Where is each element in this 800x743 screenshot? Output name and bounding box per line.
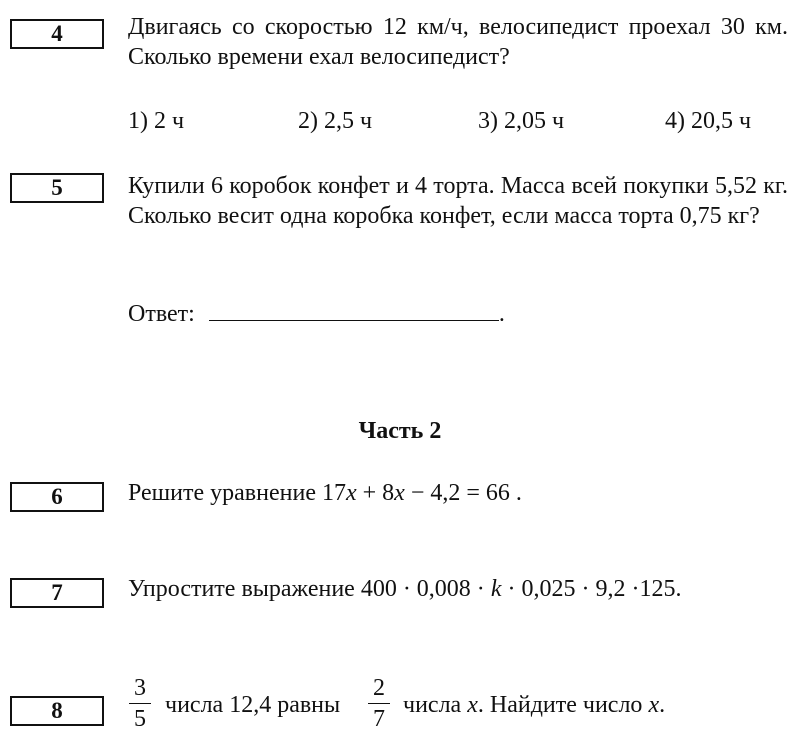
fraction-bar: [368, 703, 390, 704]
task-7-prefix: Упростите выражение 400 · 0,008 ·: [128, 576, 491, 602]
task-5-text: Купили 6 коробок конфет и 4 торта. Масса всей покупки 5,52 кг. Сколько весит одна коробка конфет, если масса торта 0,75 кг?: [128, 173, 788, 229]
coef-2: 8: [382, 480, 395, 506]
fraction-2-7: [368, 675, 390, 732]
task-7-text: [128, 576, 681, 603]
variable-x: x: [345, 480, 357, 506]
task-8-end: [403, 692, 665, 719]
task-8-end-prefix: числа: [403, 692, 468, 718]
task-8-end-mid: . Найдите число: [477, 692, 649, 718]
operator-plus: +: [356, 480, 383, 506]
option-2[interactable]: 2) 2,5 ч: [298, 108, 373, 134]
task-number-box-7: [10, 578, 104, 608]
task-number: 8: [51, 698, 63, 723]
denominator: 5: [134, 706, 146, 732]
coef-1: 17: [321, 480, 346, 506]
task-number-box-6: [10, 482, 104, 512]
task-number-box-5: [10, 173, 104, 203]
equation-rest: − 4,2 = 66 .: [404, 480, 522, 506]
task-4-options: [128, 108, 788, 138]
numerator: 3: [134, 675, 146, 701]
task-number: 4: [51, 21, 63, 46]
part-title: Часть 2: [358, 418, 442, 444]
task-6-prefix: Решите уравнение: [128, 480, 322, 506]
task-8-end-suffix: .: [659, 692, 666, 718]
answer-input-line[interactable]: [209, 296, 499, 321]
answer-end: .: [498, 301, 505, 327]
fraction-3-5: [129, 675, 151, 732]
variable-x: x: [648, 692, 660, 718]
task-number: 7: [51, 580, 63, 605]
task-number: 5: [51, 175, 63, 200]
task-8-mid: числа 12,4 равны: [165, 692, 341, 718]
option-1[interactable]: 1) 2 ч: [128, 108, 185, 134]
answer-label: Ответ:: [128, 301, 195, 327]
denominator: 7: [373, 706, 385, 732]
task-6-text: [128, 480, 522, 507]
task-4-text: Двигаясь со скоростью 12 км/ч, велосипедист проехал 30 км. Сколько времени ехал велосипедист?: [128, 14, 788, 70]
option-4[interactable]: 4) 20,5 ч: [665, 108, 752, 134]
variable-x: x: [467, 692, 478, 718]
option-3[interactable]: 3) 2,05 ч: [478, 108, 565, 134]
task-number-box-8: [10, 696, 104, 726]
answer-row: [128, 296, 505, 329]
variable-k: k: [490, 576, 502, 602]
variable-x: x: [394, 480, 405, 506]
task-number-box-4: [10, 19, 104, 49]
fraction-bar: [129, 703, 151, 704]
task-7-suffix: · 0,025 · 9,2 ·125.: [501, 576, 682, 602]
numerator: 2: [373, 675, 385, 701]
task-number: 6: [51, 484, 63, 509]
